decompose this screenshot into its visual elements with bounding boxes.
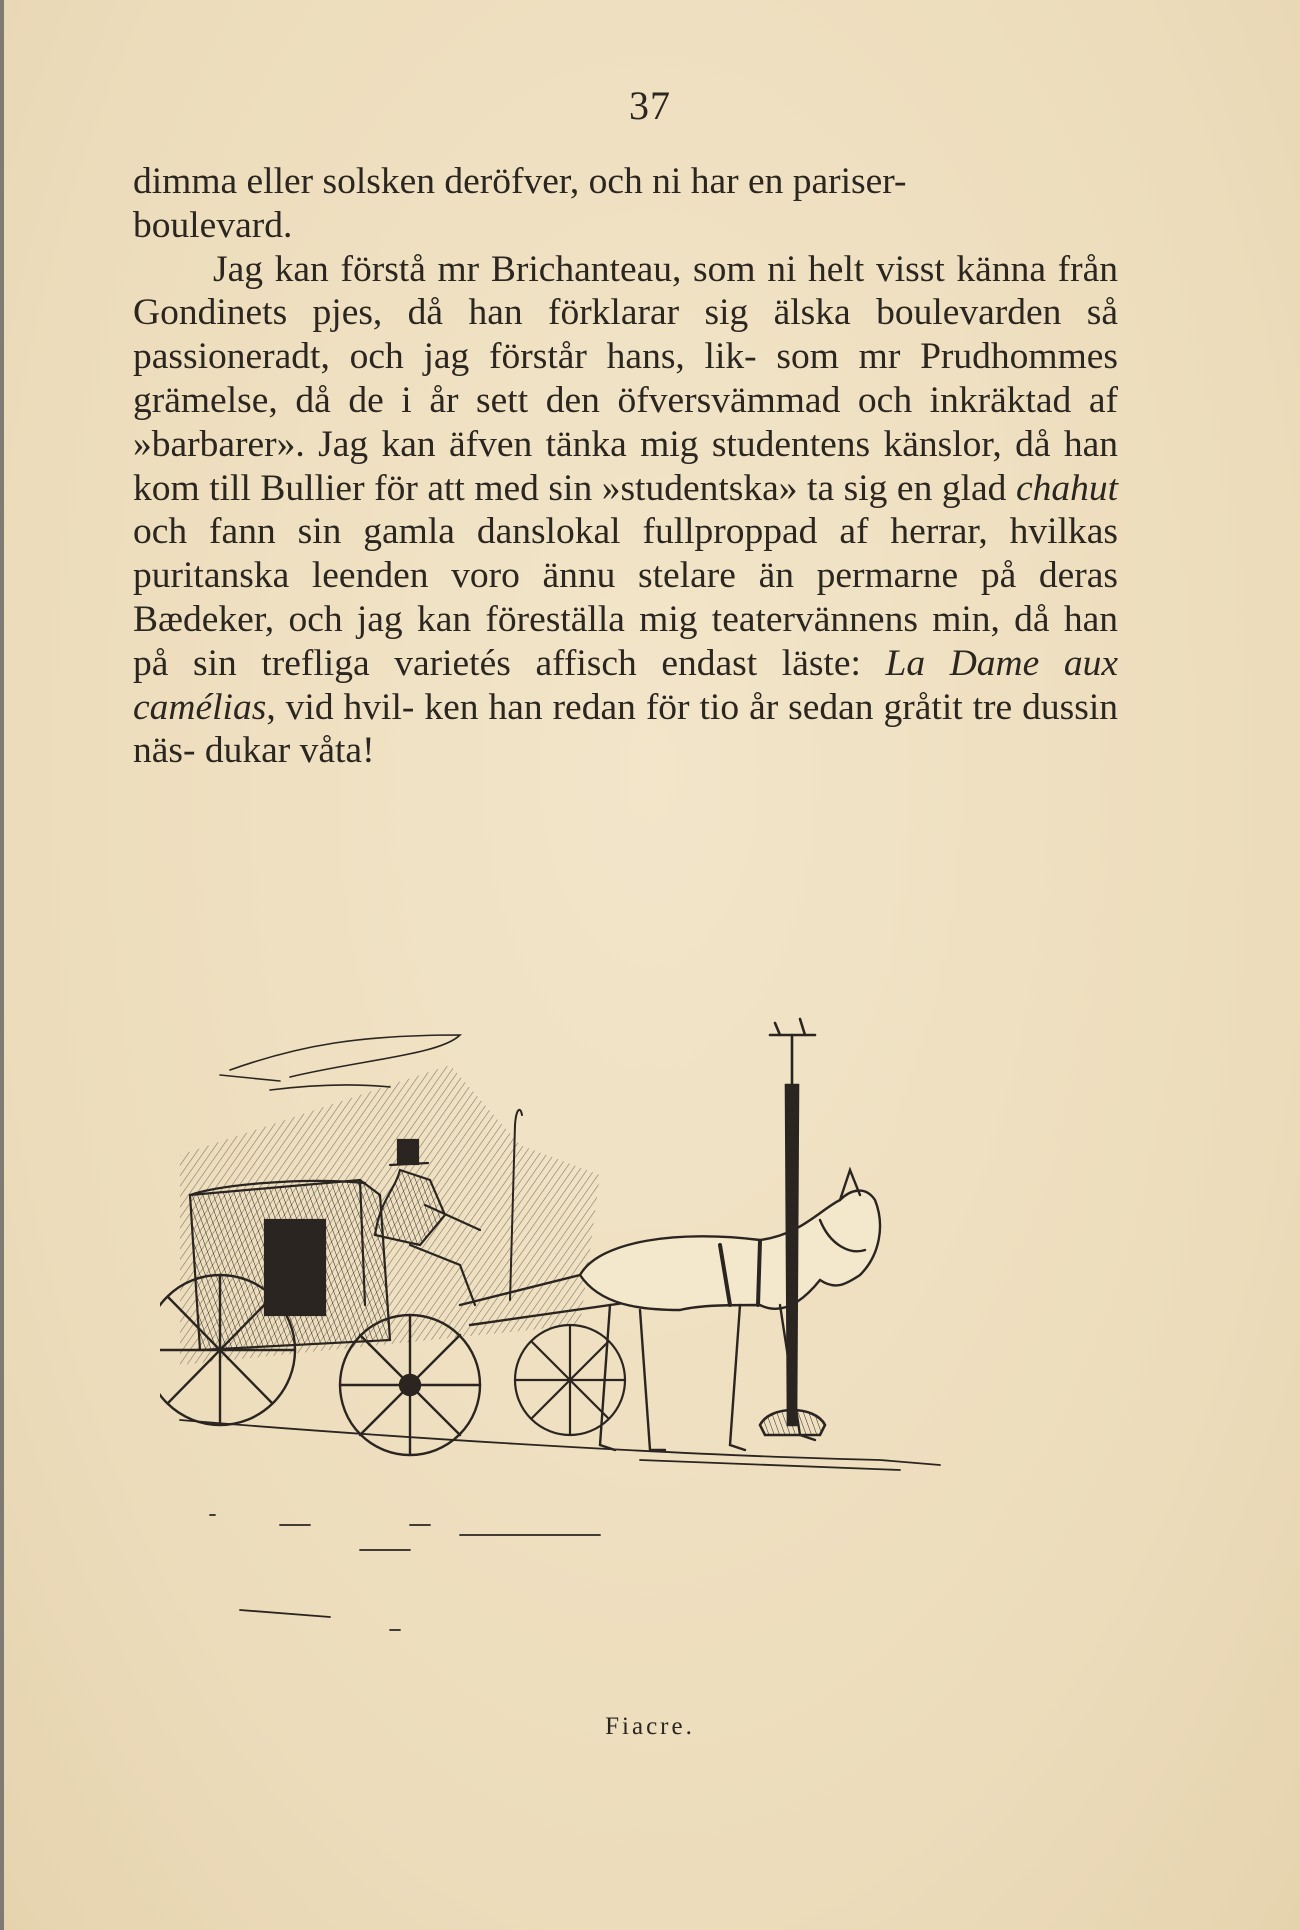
text-line: boulevard. [133, 204, 293, 246]
page-edge [0, 0, 4, 1930]
text-line: , vid hvil- [266, 686, 415, 728]
text-line: dukar våta! [204, 730, 375, 772]
text-line: och fann sin gamla danslokal fullproppad af [133, 511, 869, 553]
text-line: som mr Prudhommes grämelse, då de i år sett den [133, 336, 1118, 421]
text-line: affisch endast läste: [535, 642, 886, 684]
text-line: än permarne på deras Bædeker, och jag kan föreställa [133, 555, 1118, 640]
ground-lines [180, 1420, 940, 1630]
text-line: herrar, hvilkas puritanska leenden voro ännu stelare [133, 511, 1119, 597]
text-line: känna från Gondinets pjes, då han förklarar sig älska [133, 248, 1118, 334]
italic-term: chahut [1015, 467, 1119, 509]
text-line: öfversvämmad och inkräktad af »barbarer». Jag kan [133, 379, 1119, 465]
paragraph-1 [133, 160, 1118, 248]
text-line: boulevarden så passioneradt, och jag förstår hans, lik- [133, 292, 1119, 378]
text-line: äfven tänka mig studentens känslor, då han kom till [133, 423, 1119, 509]
text-line: Jag kan förstå mr Brichanteau, som ni helt visst [213, 248, 945, 290]
text-line: mig teatervännens min, då han på sin trefliga varietés [133, 598, 1118, 684]
page-number: 37 [629, 83, 671, 128]
text-line: ken han redan för tio år sedan gråtit tre dussin näs- [133, 686, 1118, 772]
horse [580, 1170, 880, 1450]
illustration-caption: Fiacre. [605, 1713, 695, 1740]
body-text [133, 160, 1118, 773]
text-line: Bullier för att med sin »studentska» ta sig en glad [260, 467, 1007, 509]
text-line: dimma eller solsken deröfver, och ni har en pariser- [133, 161, 907, 202]
italic-title: La Dame aux camélias [133, 642, 1119, 728]
fiacre-illustration [160, 1005, 1110, 1725]
paragraph-2 [133, 248, 1118, 774]
